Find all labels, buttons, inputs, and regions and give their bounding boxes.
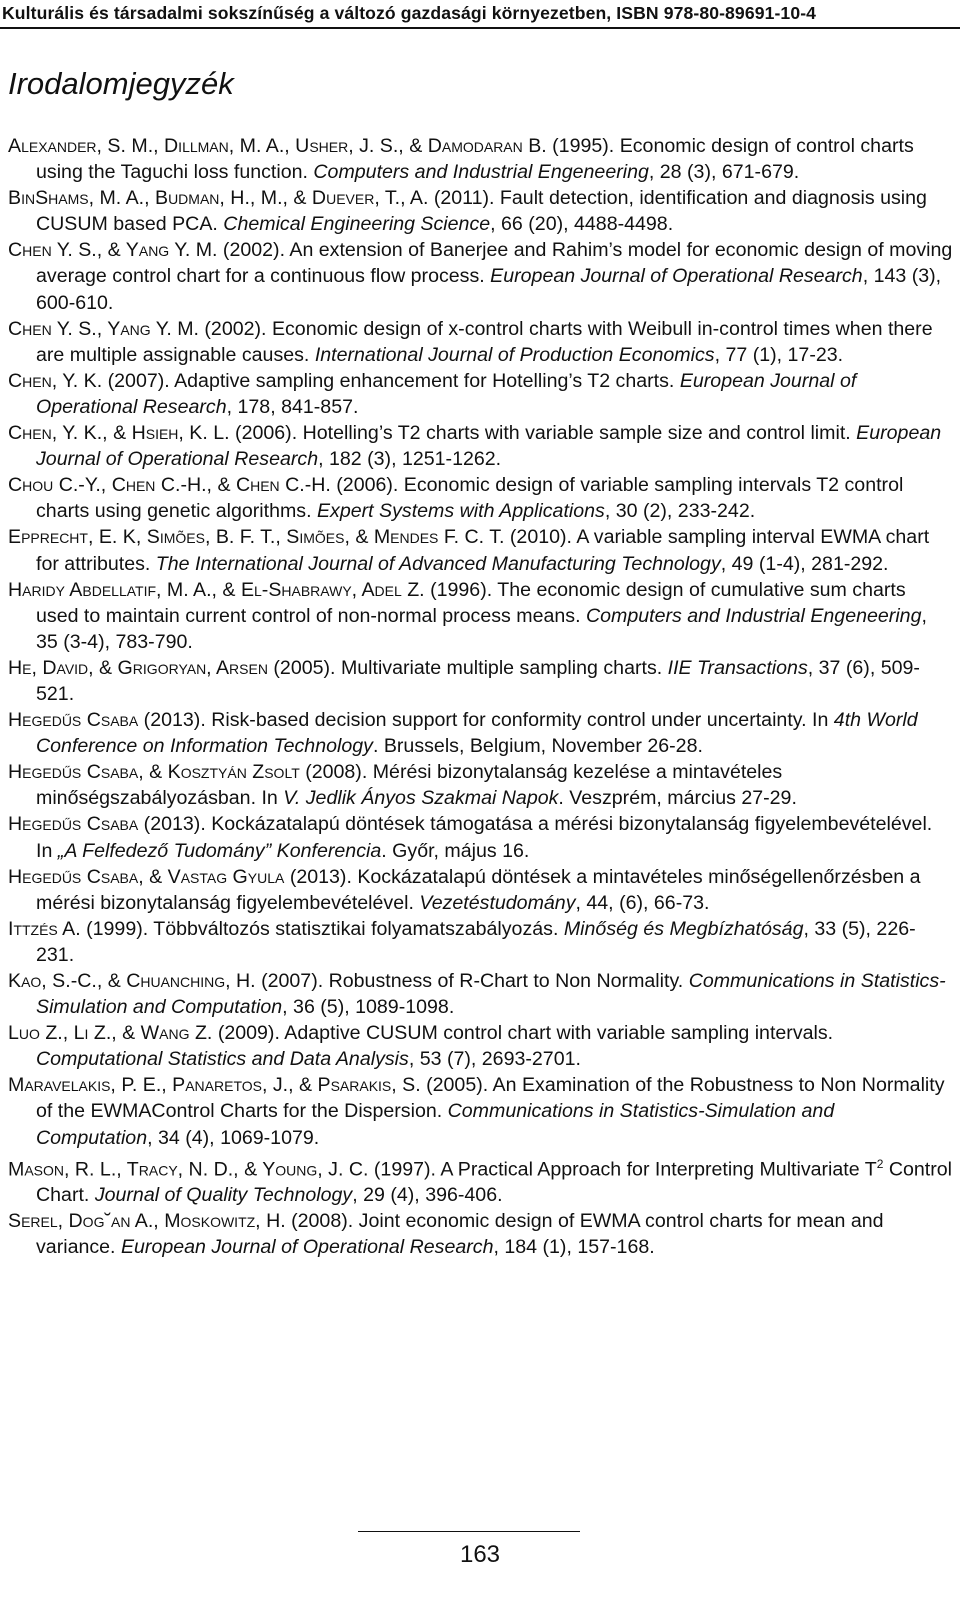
reference-title: (1997). A Practical Approach for Interpreting Multivariate T — [368, 1158, 877, 1181]
reference-authors: Epprecht, E. K, Simões, B. F. T., Simões, & Mendes F. C. T. — [8, 526, 505, 549]
reference-title: (2013). Kockázatalapú döntések a mintavételes minőségellenőrzésben a mérési bizonytalanság figyelembevételével. — [36, 865, 921, 914]
reference-details: , 182 (3), 1251-1262. — [318, 448, 502, 471]
reference-title-cont: Control Chart. — [36, 1158, 953, 1207]
reference-title: (2013). Risk-based decision support for conformity control under uncertainty. In — [138, 709, 834, 732]
reference-venue: Vezetéstudomány — [419, 891, 576, 914]
reference-authors: Chen, Y. K., & Hsieh, K. L. — [8, 422, 230, 445]
reference-details: , 33 (5), 226-231. — [36, 917, 916, 966]
reference-venue: Chemical Engineering Science — [223, 213, 491, 236]
reference-entry — [8, 237, 953, 315]
reference-authors: Hegedűs Csaba — [8, 813, 139, 836]
reference-authors: Kao, S.-C., & Chuanching, H. — [8, 970, 256, 992]
reference-authors: Serel, Dog˘an A., Moskowitz, H. — [8, 1210, 286, 1233]
reference-authors: Ittzés A. — [8, 917, 81, 940]
reference-entry — [8, 916, 953, 968]
reference-venue: IIE Transactions — [667, 656, 808, 679]
reference-title: (2007). Robustness of R-Chart to Non Normality. — [255, 970, 689, 992]
section-title: Irodalomjegyzék — [8, 66, 234, 101]
reference-title: (1999). Többváltozós statisztikai folyamatszabályozás. — [80, 917, 564, 940]
reference-entry — [8, 707, 953, 759]
reference-authors: Alexander, S. M., Dillman, M. A., Usher, J. S., & Damodaran B. — [8, 135, 547, 157]
reference-authors: Chen Y. S., Yang Y. M. — [8, 317, 199, 340]
reference-venue: V. Jedlik Ányos Szakmai Napok — [283, 787, 559, 810]
reference-entry — [8, 655, 953, 707]
reference-details: . Veszprém, március 27-29. — [558, 787, 797, 810]
reference-title: (2005). Multivariate multiple sampling charts. — [267, 656, 668, 679]
reference-venue: Communications in Statistics-Simulation and Computation — [36, 970, 946, 1019]
reference-authors: Chou C.-Y., Chen C.-H., & Chen C.-H. — [8, 474, 331, 497]
reference-details: , 35 (3-4), 783-790. — [36, 604, 927, 653]
reference-title: (2011). Fault detection, identification and diagnosis using CUSUM based PCA. — [36, 187, 927, 236]
reference-entry — [8, 864, 953, 916]
reference-venue: Communications in Statistics-Simulation and Computation — [36, 1100, 835, 1149]
reference-entry — [8, 368, 953, 420]
reference-details: , 178, 841-857. — [226, 395, 359, 418]
reference-venue: Journal of Quality Technology — [94, 1184, 353, 1207]
reference-details: , 66 (20), 4488-4498. — [490, 213, 674, 236]
reference-details: , 184 (1), 157-168. — [493, 1236, 655, 1259]
reference-details: , 49 (1-4), 281-292. — [720, 552, 889, 575]
reference-authors: Hegedűs Csaba, & Kosztyán Zsolt — [8, 761, 300, 784]
reference-entry — [8, 811, 953, 863]
reference-list — [8, 133, 953, 1261]
reference-venue: European Journal of Operational Research — [36, 422, 942, 471]
reference-title: (2009). Adaptive CUSUM control chart with variable sampling intervals. — [212, 1022, 834, 1045]
reference-entry — [8, 185, 953, 237]
reference-title: (1995). Economic design of control charts using the Taguchi loss function. — [36, 135, 914, 184]
superscript: 2 — [876, 1156, 884, 1171]
reference-venue: European Journal of Operational Research — [120, 1236, 494, 1259]
reference-entry — [8, 524, 953, 576]
reference-authors: Maravelakis, P. E., Panaretos, J., & Psarakis, S. — [8, 1074, 421, 1097]
reference-details: , 53 (7), 2693-2701. — [408, 1048, 581, 1071]
reference-entry — [8, 577, 953, 655]
reference-title: (2002). Economic design of x-control charts with Weibull in-control times when there are multiple assignable causes. — [36, 317, 933, 366]
reference-venue: Computational Statistics and Data Analysis — [36, 1048, 409, 1071]
reference-entry — [8, 316, 953, 368]
reference-details: , 37 (6), 509-521. — [36, 656, 920, 705]
reference-details: . Győr, május 16. — [381, 839, 530, 862]
footer-divider — [358, 1531, 580, 1532]
reference-title: (2013). Kockázatalapú döntések támogatása a mérési bizonytalanság figyelembevételével. In — [36, 813, 933, 862]
reference-title: (1996). The economic design of cumulative sum charts used to maintain current control of non-normal process means. — [36, 578, 906, 627]
reference-venue: European Journal of Operational Research — [490, 265, 863, 288]
reference-venue: Expert Systems with Applications — [316, 500, 605, 523]
reference-venue: Minőség és Megbízhatóság — [563, 917, 804, 940]
reference-venue: European Journal of Operational Research — [36, 369, 857, 418]
reference-title: (2007). Adaptive sampling enhancement for Hotelling’s T2 charts. — [102, 369, 680, 392]
reference-authors: Luo Z., Li Z., & Wang Z. — [8, 1022, 213, 1045]
reference-entry — [8, 472, 953, 524]
reference-title: (2006). Economic design of variable sampling intervals T2 control charts using genetic algorithms. — [36, 474, 904, 523]
reference-details: , 77 (1), 17-23. — [714, 343, 844, 366]
reference-venue: 4th World Conference on Information Technology — [36, 709, 918, 758]
reference-details: , 30 (2), 233-242. — [604, 500, 756, 523]
reference-title: (2006). Hotelling’s T2 charts with variable sample size and control limit. — [229, 422, 857, 445]
reference-details: , 36 (5), 1089-1098. — [282, 996, 455, 1019]
reference-title: (2010). A variable sampling interval EWMA chart for attributes. — [36, 526, 930, 575]
running-header: Kulturális és társadalmi sokszínűség a változó gazdasági környezetben, ISBN 978-80-89691-10-4 — [2, 3, 817, 23]
reference-entry — [8, 968, 953, 1020]
reference-details: , 29 (4), 396-406. — [352, 1184, 503, 1207]
reference-entry — [8, 759, 953, 811]
reference-details: , 44, (6), 66-73. — [575, 891, 710, 914]
reference-venue: Computers and Industrial Engeneering — [585, 604, 922, 627]
reference-details: , 34 (4), 1069-1079. — [147, 1126, 320, 1149]
reference-venue: Computers and Industrial Engeneering — [313, 161, 649, 184]
reference-entry — [8, 1020, 953, 1072]
reference-entry — [8, 420, 953, 472]
reference-entry — [8, 1151, 953, 1209]
reference-authors: Hegedűs Csaba — [8, 709, 139, 732]
reference-authors: Haridy Abdellatif, M. A., & El-Shabrawy, Adel Z. — [8, 578, 425, 601]
reference-authors: Hegedűs Csaba, & Vastag Gyula — [8, 865, 285, 888]
reference-title: (2002). An extension of Banerjee and Rahim’s model for economic design of moving average control chart for a continuous flow process. — [36, 239, 953, 288]
reference-authors: Chen, Y. K. — [8, 369, 103, 392]
reference-details: . Brussels, Belgium, November 26-28. — [372, 735, 703, 758]
reference-venue: The International Journal of Advanced Manufacturing Technology — [155, 552, 721, 575]
reference-title: (2008). Joint economic design of EWMA control charts for mean and variance. — [36, 1210, 884, 1259]
reference-title: (2008). Mérési bizonytalanság kezelése a mintavételes minőségszabályozásban. In — [36, 761, 783, 810]
reference-details: , 28 (3), 671-679. — [648, 161, 800, 184]
page-number: 163 — [459, 1541, 501, 1568]
reference-title: (2005). An Examination of the Robustness to Non Normality of the EWMAControl Charts for the Dispersion. — [36, 1074, 945, 1123]
reference-venue: International Journal of Production Economics — [314, 343, 715, 366]
reference-venue: „A Felfedező Tudomány” Konferencia — [57, 839, 382, 862]
reference-authors: BinShams, M. A., Budman, H., M., & Duever, T., A. — [8, 187, 429, 210]
reference-details: , 143 (3), 600-610. — [36, 265, 942, 314]
reference-authors: Mason, R. L., Tracy, N. D., & Young, J. C. — [8, 1158, 369, 1181]
reference-entry — [8, 133, 953, 185]
header-divider — [0, 27, 960, 29]
reference-authors: Chen Y. S., & Yang Y. M. — [8, 239, 218, 262]
reference-entry — [8, 1208, 953, 1260]
reference-entry — [8, 1072, 953, 1150]
reference-authors: He, David, & Grigoryan, Arsen — [8, 656, 268, 679]
